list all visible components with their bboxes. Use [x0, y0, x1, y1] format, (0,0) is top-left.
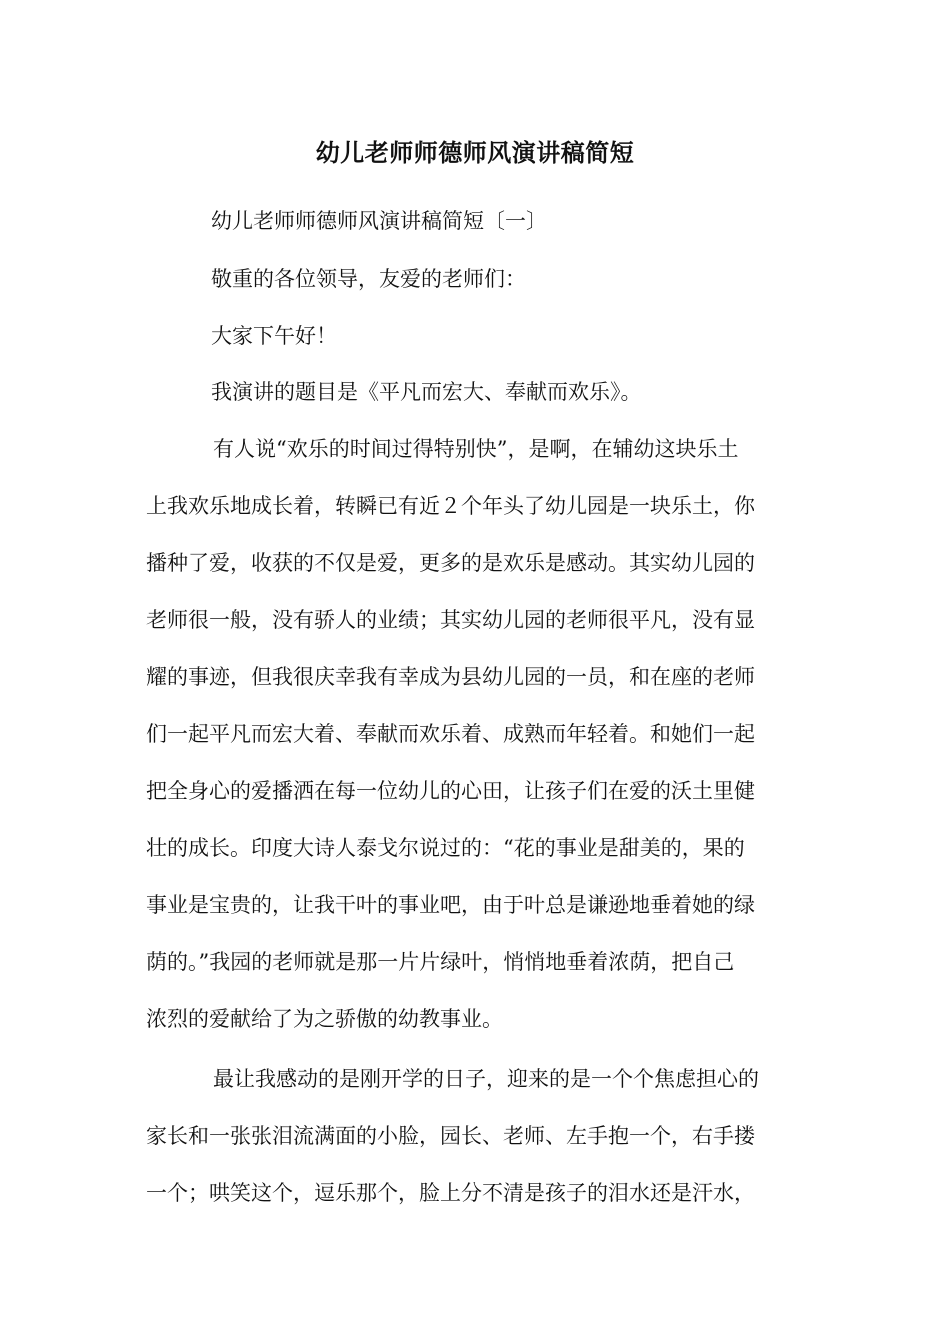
paragraph-line: 壮的成长。印度大诗人泰戈尔说过的：“花的事业是甜美的，果的: [146, 836, 745, 860]
paragraph-line: 一个；哄笑这个，逗乐那个，脸上分不清是孩子的泪水还是汗水，: [146, 1181, 755, 1205]
paragraph-line: 耀的事迹，但我很庆幸我有幸成为县幼儿园的一员，和在座的老师: [146, 665, 755, 689]
paragraph-line: 事业是宝贵的，让我干叶的事业吧，由于叶总是谦逊地垂着她的绿: [146, 893, 755, 917]
paragraph-line: 荫的。”我园的老师就是那一片片绿叶，悄悄地垂着浓荫，把自己: [146, 950, 735, 974]
paragraph-line: 最让我感动的是刚开学的日子，迎来的是一个个焦虑担心的: [213, 1067, 759, 1091]
document-title: 幼儿老师师德师风演讲稿简短: [315, 138, 635, 167]
paragraph-line: 家长和一张张泪流满面的小脸，园长、老师、左手抱一个，右手搂: [146, 1124, 755, 1148]
paragraph-line: 上我欢乐地成长着，转瞬已有近２个年头了幼儿园是一块乐土，你: [146, 494, 755, 518]
paragraph-greeting: 敬重的各位领导，友爱的老师们：: [211, 267, 526, 291]
paragraph-line: 有人说“欢乐的时间过得特别快”，是啊，在辅幼这块乐土: [213, 437, 739, 461]
paragraph-subtitle: 幼儿老师师德师风演讲稿简短〔一〕: [211, 209, 547, 233]
paragraph-line: 们一起平凡而宏大着、奉献而欢乐着、成熟而年轻着。和她们一起: [146, 722, 755, 746]
paragraph-line: 把全身心的爱播洒在每一位幼儿的心田，让孩子们在爱的沃土里健: [146, 779, 755, 803]
paragraph-topic: 我演讲的题目是《平凡而宏大、奉献而欢乐》。: [211, 380, 642, 404]
paragraph-line: 浓烈的爱献给了为之骄傲的幼教事业。: [146, 1007, 503, 1031]
paragraph-line: 老师很一般，没有骄人的业绩；其实幼儿园的老师很平凡，没有显: [146, 608, 755, 632]
paragraph-salutation: 大家下午好！: [211, 324, 337, 348]
paragraph-line: 播种了爱，收获的不仅是爱，更多的是欢乐是感动。其实幼儿园的: [146, 551, 755, 575]
